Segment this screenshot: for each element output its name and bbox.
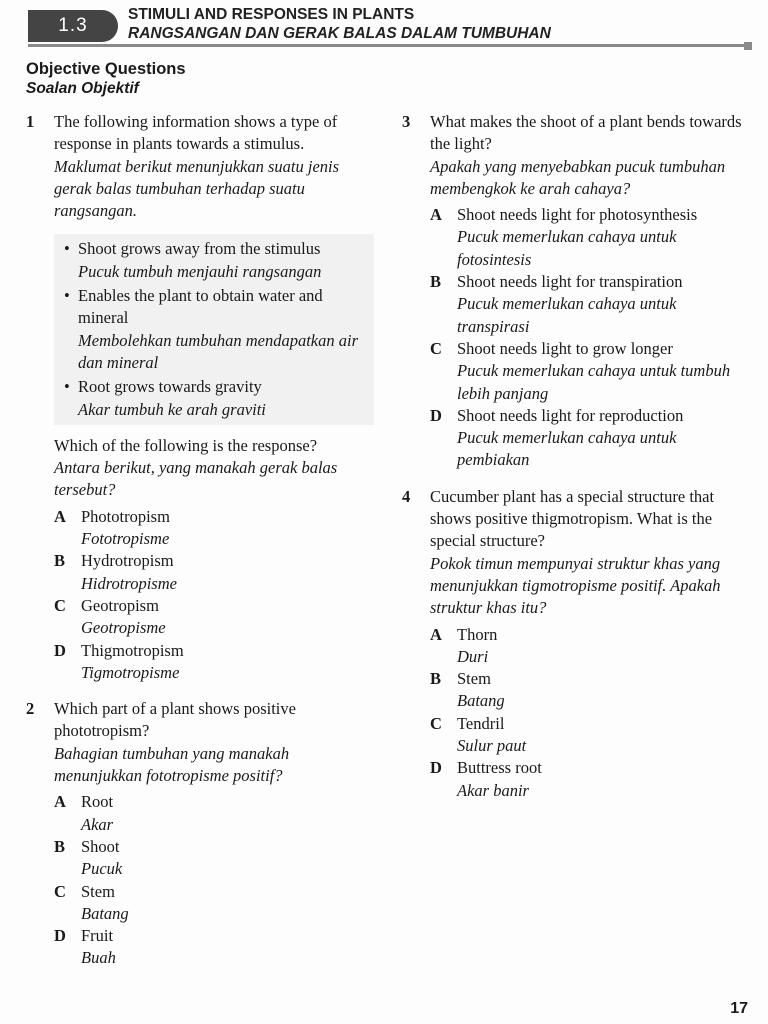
option-list <box>430 624 752 802</box>
option-text-en: Stem <box>81 881 115 901</box>
bullet-text-ms: Pucuk tumbuh menjauhi rangsangan <box>78 261 322 281</box>
bullet-icon: • <box>64 239 70 259</box>
option-text-en: Geotropism <box>81 595 159 615</box>
question-text-ms: Bahagian tumbuhan yang manakah menunjukkan fototropisme positif? <box>54 743 290 786</box>
option-text-en: Fruit <box>81 926 114 946</box>
option-text-ms: Pucuk <box>81 859 123 879</box>
option-text-en: Buttress root <box>457 758 542 778</box>
option-letter: B <box>54 836 66 856</box>
header-rule <box>28 44 750 47</box>
option-text-en: Shoot needs light for reproduction <box>457 405 684 425</box>
option-letter: C <box>430 713 442 733</box>
bullet-icon: • <box>64 377 70 397</box>
question-text-ms: Maklumat berikut menunjukkan suatu jenis gerak balas tumbuhan terhadap suatu rangsangan. <box>54 156 340 221</box>
option-letter: D <box>54 926 66 946</box>
question-stem-ms: Antara berikut, yang manakah gerak balas tersebut? <box>54 458 338 500</box>
question-text-ms: Pokok timun mempunyai struktur khas yang menunjukkan tigmotropisme positif. Apakah struktur khas itu? <box>430 553 721 618</box>
question-text-en: Cucumber plant has a special structure that shows positive thigmotropism. What is the special structure? <box>430 486 715 551</box>
option-c[interactable] <box>430 713 752 758</box>
option-text-ms: Batang <box>81 903 129 923</box>
option-text-ms: Batang <box>457 691 505 711</box>
option-d[interactable] <box>430 757 752 802</box>
option-letter: A <box>430 624 442 644</box>
question-stem-en: Which of the following is the response? <box>54 435 318 455</box>
option-a[interactable] <box>54 506 378 551</box>
option-letter: D <box>430 405 442 425</box>
option-letter: B <box>54 551 66 571</box>
option-c[interactable] <box>54 595 378 640</box>
option-c[interactable] <box>54 881 378 926</box>
bullet-text-en: Enables the plant to obtain water and mineral <box>78 286 323 328</box>
right-column <box>402 111 752 816</box>
question-2 <box>26 698 378 970</box>
option-b[interactable] <box>430 271 752 338</box>
info-bullet <box>64 238 368 283</box>
option-text-en: Thorn <box>457 624 498 644</box>
option-text-ms: Buah <box>81 948 116 968</box>
question-number: 3 <box>402 112 411 131</box>
option-a[interactable] <box>54 791 378 836</box>
option-text-ms: Pucuk memerlukan cahaya untuk transpirasi <box>457 294 677 336</box>
header-rule-end <box>744 42 752 50</box>
option-text-ms: Hidrotropisme <box>81 573 177 593</box>
option-text-ms: Pucuk memerlukan cahaya untuk tumbuh lebih panjang <box>457 361 731 403</box>
option-text-en: Shoot <box>81 836 120 856</box>
section-title-ms: Soalan Objektif <box>26 80 139 97</box>
option-list <box>54 791 378 969</box>
option-text-ms: Geotropisme <box>81 618 166 638</box>
chapter-title-en: STIMULI AND RESPONSES IN PLANTS <box>128 6 415 23</box>
page-number: 17 <box>730 1000 748 1017</box>
question-number: 2 <box>26 699 35 719</box>
option-letter: B <box>430 272 442 292</box>
bullet-text-ms: Membolehkan tumbuhan mendapatkan air dan mineral <box>78 330 358 372</box>
option-letter: D <box>430 758 442 778</box>
option-text-ms: Duri <box>457 646 489 666</box>
option-c[interactable] <box>430 338 752 405</box>
option-b[interactable] <box>54 550 378 595</box>
option-text-ms: Tigmotropisme <box>81 662 180 682</box>
option-d[interactable] <box>54 925 378 970</box>
option-letter: C <box>54 881 66 901</box>
bullet-text-ms: Akar tumbuh ke arah graviti <box>78 399 266 419</box>
info-box <box>54 234 374 424</box>
option-text-en: Shoot needs light for photosynthesis <box>457 205 698 225</box>
bullet-text-en: Root grows towards gravity <box>78 377 262 397</box>
option-text-en: Shoot needs light to grow longer <box>457 338 673 358</box>
option-letter: A <box>54 792 66 812</box>
option-text-ms: Sulur paut <box>457 736 527 756</box>
question-3 <box>402 111 752 472</box>
option-text-ms: Fototropisme <box>81 529 170 549</box>
option-b[interactable] <box>54 836 378 881</box>
option-text-en: Shoot needs light for transpiration <box>457 272 683 292</box>
option-text-ms: Akar banir <box>457 780 529 800</box>
option-text-en: Stem <box>457 669 491 689</box>
option-list <box>430 204 752 472</box>
option-text-ms: Pucuk memerlukan cahaya untuk pembiakan <box>457 428 677 470</box>
question-text-en: What makes the shoot of a plant bends towards the light? <box>430 112 742 154</box>
option-text-en: Tendril <box>457 713 505 733</box>
option-b[interactable] <box>430 668 752 713</box>
option-a[interactable] <box>430 624 752 669</box>
question-text-en: The following information shows a type of response in plants towards a stimulus. <box>54 112 338 154</box>
option-letter: B <box>430 669 442 689</box>
bullet-text-en: Shoot grows away from the stimulus <box>78 239 321 259</box>
option-letter: C <box>430 338 442 358</box>
question-text-en: Which part of a plant shows positive phototropism? <box>54 699 296 741</box>
bullet-icon: • <box>64 286 70 306</box>
info-bullet <box>64 376 368 421</box>
option-letter: A <box>54 506 66 526</box>
chapter-badge: 1.3 <box>28 10 118 42</box>
option-text-ms: Pucuk memerlukan cahaya untuk fotosintesis <box>457 227 677 269</box>
question-4 <box>402 486 752 802</box>
option-letter: A <box>430 205 442 225</box>
option-d[interactable] <box>54 640 378 685</box>
option-a[interactable] <box>430 204 752 271</box>
left-column <box>26 111 378 984</box>
question-number: 1 <box>26 112 35 131</box>
question-1 <box>26 111 378 684</box>
option-list <box>54 506 378 684</box>
option-text-en: Thigmotropism <box>81 640 184 660</box>
option-text-ms: Akar <box>81 814 114 834</box>
option-d[interactable] <box>430 405 752 472</box>
info-bullet <box>64 285 368 374</box>
option-letter: D <box>54 640 66 660</box>
section-title-en: Objective Questions <box>26 60 186 78</box>
option-text-en: Root <box>81 792 114 812</box>
chapter-title-ms: RANGSANGAN DAN GERAK BALAS DALAM TUMBUHAN <box>128 25 551 42</box>
option-text-en: Phototropism <box>81 506 170 526</box>
question-number: 4 <box>402 486 411 506</box>
option-letter: C <box>54 595 66 615</box>
option-text-en: Hydrotropism <box>81 551 174 571</box>
question-text-ms: Apakah yang menyebabkan pucuk tumbuhan membengkok ke arah cahaya? <box>430 156 726 198</box>
